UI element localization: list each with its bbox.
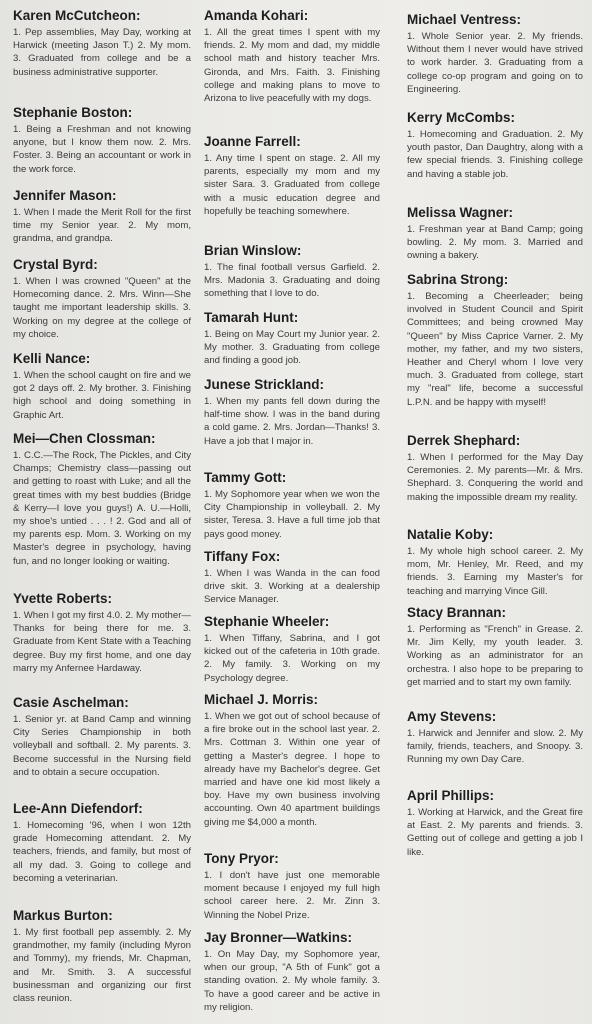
senior-entry — [13, 105, 191, 176]
senior-entry — [204, 614, 380, 685]
senior-entry — [13, 801, 191, 885]
senior-entry — [13, 257, 191, 341]
student-answers: 1. When we got out of school because of a fire broke out in the school last year. 2. Mrs. Cottman 3. Within one year of getting a Master's degree. I hope to already have my Bachelor's degree. Get married and have one kid most likely a boy. Have my own business involving accounting. Own 40 apartment buildings giving me $4,000 a month. — [204, 711, 380, 828]
senior-entry — [204, 549, 380, 607]
student-answers: 1. Pep assemblies, May Day, working at Harwick (meeting Jason T.) 2. My mom. 3. Graduated from college and be a business administrative supporter. — [13, 27, 191, 78]
student-answers: 1. C.C.—The Rock, The Pickles, and City Champs; Chemistry class—passing out and getting to roast with Luke; and all the great times with my best buddies (Bridge & Kerry—I love you guys!) A. U.—Holli, my shoe's untied . . . ! 2. God and all of my parents esp. Mom. 3. Working on my Master's degree in psychology, having fun, and no longer looking or waiting. — [13, 450, 191, 567]
student-name: Lee-Ann Diefendorf: — [13, 801, 143, 816]
senior-entry — [407, 433, 583, 504]
student-name: Tammy Gott: — [204, 470, 287, 485]
student-name: Junese Strickland: — [204, 377, 325, 392]
student-answers: 1. When the school caught on fire and we got 2 days off. 2. My brother. 3. Finishing high school and doing something in Graphic Art. — [13, 370, 191, 421]
student-answers: 1. Homecoming and Graduation. 2. My youth pastor, Dan Daughtry, along with a few special friends. 3. Finishing college and having a stable job. — [407, 129, 583, 180]
senior-entry — [13, 431, 191, 568]
student-name: Karen McCutcheon: — [13, 8, 141, 23]
student-answers: 1. Freshman year at Band Camp; going bowling. 2. My mom. 3. Married and owning a bakery. — [407, 224, 583, 262]
student-answers: 1. When my pants fell down during the half-time show. I was in the band during a cold game. 2. Mrs. Jordan—Thanks! 3. Have a job that I major in. — [204, 396, 380, 447]
student-name: Melissa Wagner: — [407, 205, 514, 220]
student-answers: 1. Senior yr. at Band Camp and winning City Series Championship in both volleyball and softball. 2. My parents. 3. Become successful in the Nursing field and to obtain a secure occupation. — [13, 714, 191, 778]
student-name: Derrek Shephard: — [407, 433, 521, 448]
student-answers: 1. When I performed for the May Day Ceremonies. 2. My parents—Mr. & Mrs. Shephard. 3. Conquering the world and making the impossible dream my reality. — [407, 452, 583, 503]
student-name: Crystal Byrd: — [13, 257, 98, 272]
student-answers: 1. My whole high school career. 2. My mom, Mr. Henley, Mr. Reed, and my friends. 3. Earning my Master's for teaching and marrying Vince Gill. — [407, 546, 583, 597]
student-answers: 1. Any time I spent on stage. 2. All my parents, especially my mom and my sister Sara. 3. Graduated from college with a music education degree and hopefully be teaching somewhere. — [204, 153, 380, 217]
student-answers: 1. My Sophomore year when we won the City Championship in volleyball. 2. My sister, Teresa. 3. Have a full time job that pays good money. — [204, 489, 380, 540]
student-name: Yvette Roberts: — [13, 591, 113, 606]
student-answers: 1. My first football pep assembly. 2. My grandmother, my family (including Myron and Tommy), my friends, Mr. Chapman, and Mr. Smith. 3. A successful businessman and organizing our first class reunion. — [13, 927, 191, 1005]
senior-entry — [204, 377, 380, 448]
student-name: Stephanie Boston: — [13, 105, 133, 120]
student-answers: 1. Working at Harwick, and the Great fire at East. 2. My parents and friends. 3. Getting out of college and getting a job I like. — [407, 807, 583, 858]
student-answers: 1. The final football versus Garfield. 2. Mrs. Madonia 3. Graduating and doing something that I love to do. — [204, 262, 380, 300]
student-answers: 1. When I made the Merit Roll for the first time my Senior year. 2. My mom, grandma, and grandpa. — [13, 207, 191, 245]
senior-entry — [407, 110, 583, 181]
senior-entry — [204, 8, 380, 105]
student-answers: 1. Being on May Court my Junior year. 2. My mother. 3. Graduating from college and finding a good job. — [204, 329, 380, 367]
student-name: Kerry McCombs: — [407, 110, 516, 125]
student-name: Michael J. Morris: — [204, 692, 319, 707]
student-answers: 1. I don't have just one memorable moment because I enjoyed my full high school career here. 2. Mr. Zinn 3. Winning the Nobel Prize. — [204, 870, 380, 921]
senior-entry — [407, 709, 583, 767]
senior-entry — [13, 695, 191, 779]
senior-entry — [204, 470, 380, 541]
student-name: Tiffany Fox: — [204, 549, 281, 564]
senior-entry — [13, 188, 191, 246]
student-answers: 1. When Tiffany, Sabrina, and I got kicked out of the cafeteria in 10th grade. 2. My family. 3. Working on my Psychology degree. — [204, 633, 380, 684]
senior-entry — [13, 351, 191, 422]
student-name: Kelli Nance: — [13, 351, 91, 366]
student-name: Tamarah Hunt: — [204, 310, 299, 325]
senior-entry — [204, 243, 380, 301]
student-name: Joanne Farrell: — [204, 134, 301, 149]
student-answers: 1. Becoming a Cheerleader; being involved in Student Council and Spirit Committees; and being crowned May "Queen" by Miss Caprice Varner. 2. My mother, my father, and my two sisters, Heather and Cheryl whom I love very much. 3. Graduated from college, start my "real" life, become a successful L.P.N. and be happy with myself! — [407, 291, 583, 408]
student-name: Mei—Chen Clossman: — [13, 431, 156, 446]
student-name: Stacy Brannan: — [407, 605, 507, 620]
student-name: Tony Pryor: — [204, 851, 279, 866]
student-answers: 1. All the great times I spent with my friends. 2. My mom and dad, my middle school math and history teacher Mrs. Gironda, and Mrs. Faith. 3. Finishing college and making plans to move to Arizona to live peacefully with my dogs. — [204, 27, 380, 105]
student-name: Sabrina Strong: — [407, 272, 509, 287]
student-name: Amy Stevens: — [407, 709, 497, 724]
student-answers: 1. Whole Senior year. 2. My friends. Without them I never would have strived to work harder. 3. Graduating from a college co-op program and going on to Engineering. — [407, 31, 583, 95]
student-name: Natalie Koby: — [407, 527, 494, 542]
student-answers: 1. When I got my first 4.0. 2. My mother—Thanks for being there for me. 3. Graduate from Kent State with a Teaching degree. Buy my first home, and one day marry my Anfernee Hardaway. — [13, 610, 191, 674]
senior-entry — [407, 272, 583, 409]
student-name: Markus Burton: — [13, 908, 113, 923]
senior-entry — [407, 205, 583, 263]
student-answers: 1. When I was Wanda in the can food drive skit. 3. Working at a dealership Service Manager. — [204, 568, 380, 606]
student-name: Brian Winslow: — [204, 243, 302, 258]
senior-entry — [204, 930, 380, 1014]
student-answers: 1. Homecoming '96, when I won 12th grade Homecoming attendant. 2. My teachers, friends, and family, but most of all my dad. 3. Going to college and becoming a veterinarian. — [13, 820, 191, 884]
student-name: Jay Bronner—Watkins: — [204, 930, 353, 945]
student-answers: 1. On May Day, my Sophomore year, when our group, "A 5th of Funk" got a standing ovation. 2. My whole family. 3. To have a good career and be active in my religion. — [204, 949, 380, 1013]
student-name: Michael Ventress: — [407, 12, 522, 27]
student-answers: 1. Harwick and Jennifer and slow. 2. My family, friends, teachers, and Snoopy. 3. Running my own Day Care. — [407, 728, 583, 766]
senior-entry — [407, 527, 583, 598]
senior-entry — [204, 310, 380, 368]
senior-entry — [407, 12, 583, 96]
senior-entry — [13, 908, 191, 1005]
student-name: Casie Aschelman: — [13, 695, 129, 710]
senior-entry — [407, 788, 583, 859]
senior-entry — [13, 591, 191, 675]
student-name: Stephanie Wheeler: — [204, 614, 330, 629]
student-name: Jennifer Mason: — [13, 188, 117, 203]
student-name: April Phillips: — [407, 788, 495, 803]
senior-entry — [204, 851, 380, 922]
senior-entry — [204, 692, 380, 829]
senior-entry — [13, 8, 191, 79]
senior-entry — [204, 134, 380, 218]
senior-entry — [407, 605, 583, 689]
student-answers: 1. Being a Freshman and not knowing anyone, but I know them now. 2. Mrs. Foster. 3. Being an accountant or work in the work force. — [13, 124, 191, 175]
student-answers: 1. When I was crowned "Queen" at the Homecoming dance. 2. Mrs. Winn—She taught me important leadership skills. 3. Working on my degree at the college of my choice. — [13, 276, 191, 340]
student-answers: 1. Performing as "French" in Grease. 2. Mr. Jim Kelly, my youth leader. 3. Working as an administrator for an orchestra. I also hope to be preparing to get married and to start my own family. — [407, 624, 583, 688]
student-name: Amanda Kohari: — [204, 8, 309, 23]
